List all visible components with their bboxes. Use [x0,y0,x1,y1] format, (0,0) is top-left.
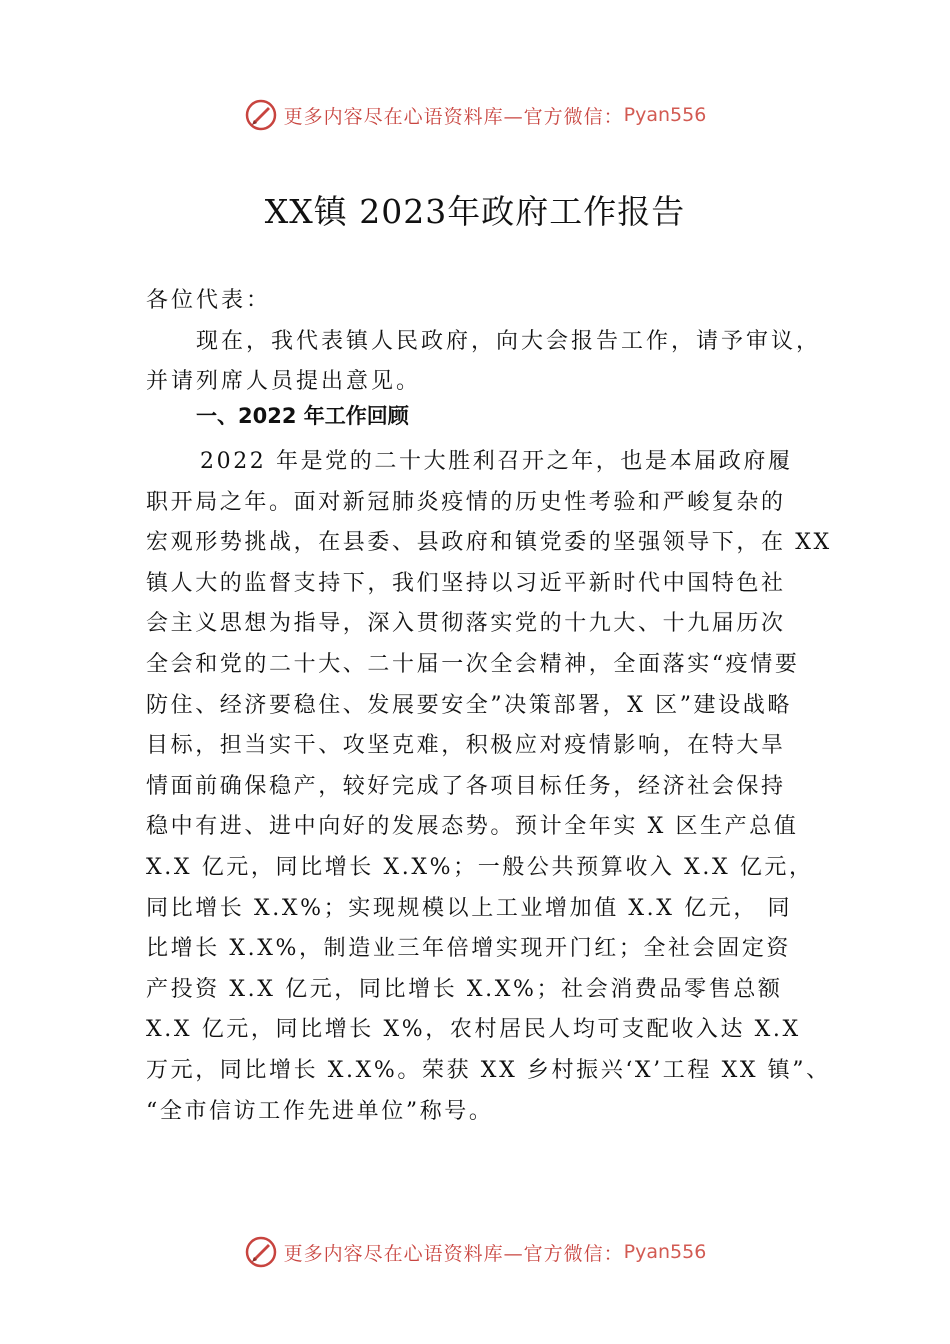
salutation: 各位代表： [146,288,272,313]
body-line: 防住、经济要稳住、发展要安全”决策部署，X 区”建设战略 [146,692,792,718]
body-line: 宏观形势挑战，在县委、县政府和镇党委的坚强领导下，在 XX [146,530,832,556]
watermark-text: 更多内容尽在心语资料库—官方微信： [283,105,624,128]
body-line: 稳中有进、进中向好的发展态势。预计全年实 X 区生产总值 [146,814,799,840]
section-heading: 一、2022 年工作回顾 [196,404,409,428]
document-title: XX镇 2023年政府工作报告 [264,192,686,231]
intro-line: 并请列席人员提出意见。 [146,369,422,394]
body-line: 目标，担当实干、攻坚克难，积极应对疫情影响，在特大旱 [146,733,786,759]
body-line: “全市信访工作先进单位”称号。 [146,1098,494,1124]
body-paragraph [146,442,832,1132]
body-line: X.X 亿元，同比增长 X%，农村居民人均可支配收入达 X.X [146,1017,801,1043]
brush-logo-icon [244,1235,278,1269]
body-line: 产投资 X.X 亿元，同比增长 X.X%；社会消费品零售总额 [146,976,783,1002]
body-line: X.X 亿元，同比增长 X.X%；一般公共预算收入 X.X 亿元， [146,854,814,880]
body-line: 同比增长 X.X%；实现规模以上工业增加值 X.X 亿元， 同 [146,895,793,921]
watermark-text: 更多内容尽在心语资料库—官方微信： [283,1242,624,1265]
intro-line: 现在，我代表镇人民政府，向大会报告工作，请予审议， [196,329,822,354]
header-watermark-banner [0,95,950,135]
body-line: 全会和党的二十大、二十届一次全会精神，全面落实“疫情要 [146,651,800,677]
brush-logo-icon [244,98,278,132]
watermark-wechat-id: Pyan556 [623,1241,707,1263]
body-line: 情面前确保稳产，较好完成了各项目标任务，经济社会保持 [146,773,786,799]
footer-watermark-banner [0,1232,950,1272]
intro-paragraph [146,322,822,402]
body-line: 比增长 X.X%，制造业三年倍增实现开门红；全社会固定资 [146,936,792,962]
body-line: 会主义思想为指导，深入贯彻落实党的十九大、十九届历次 [146,611,786,637]
body-line: 2022 年是党的二十大胜利召开之年，也是本届政府履 [200,449,793,474]
body-line: 镇人大的监督支持下，我们坚持以习近平新时代中国特色社 [146,570,786,596]
body-line: 职开局之年。面对新冠肺炎疫情的历史性考验和严峻复杂的 [146,489,786,515]
body-line: 万元，同比增长 X.X%。荣获 XX 乡村振兴‘X’工程 XX 镇”、 [146,1057,831,1083]
watermark-wechat-id: Pyan556 [623,104,707,126]
